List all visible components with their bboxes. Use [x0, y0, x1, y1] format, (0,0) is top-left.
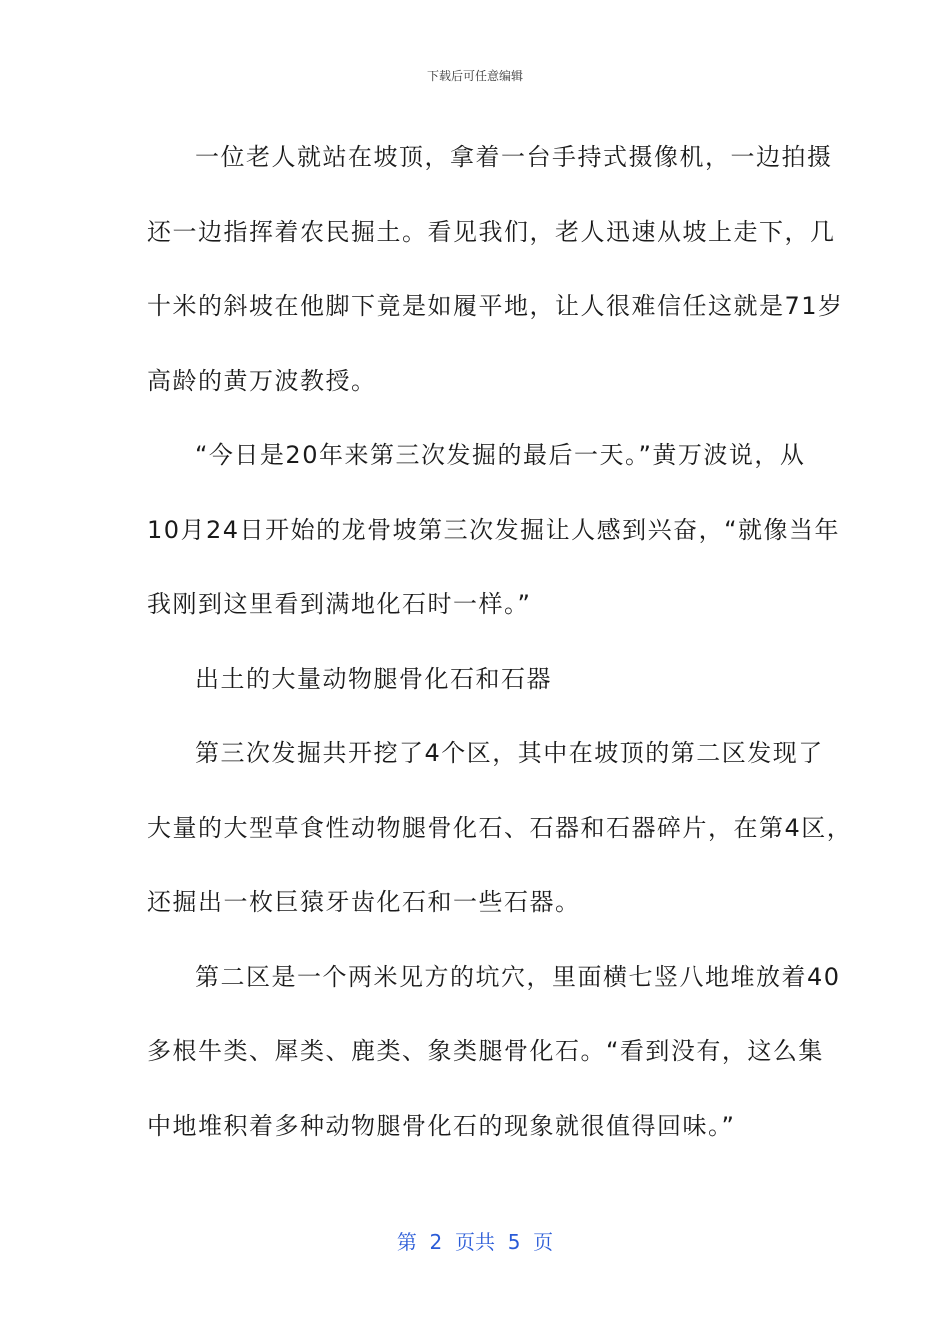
- paragraph-line: 我刚到这里看到满地化石时一样。”: [147, 590, 532, 618]
- page-number-footer: 第 2 页共 5 页: [396, 1230, 554, 1254]
- paragraph-line: 第三次发掘共开挖了4个区，其中在坡顶的第二区发现了: [195, 739, 824, 767]
- header-note: 下载后可任意编辑: [426, 69, 523, 83]
- paragraph-line: 一位老人就站在坡顶，拿着一台手持式摄像机，一边拍摄: [195, 143, 833, 171]
- paragraph-line: 还掘出一枚巨猿牙齿化石和一些石器。: [147, 888, 581, 916]
- paragraph-line: 10月24日开始的龙骨坡第三次发掘让人感到兴奋，“就像当年: [147, 515, 841, 544]
- paragraph-line: 中地堆积着多种动物腿骨化石的现象就很值得回味。”: [147, 1111, 736, 1140]
- paragraph-line: 大量的大型草食性动物腿骨化石、石器和石器碎片，在第4区，: [147, 813, 853, 842]
- paragraph-line: 还一边指挥着农民掘土。看见我们，老人迅速从坡上走下，几: [147, 217, 836, 246]
- paragraph-line: “今日是20年来第三次发掘的最后一天。”黄万波说，从: [195, 441, 806, 469]
- paragraph-line: 多根牛类、犀类、鹿类、象类腿骨化石。“看到没有，这么集: [147, 1037, 824, 1065]
- body-text: [147, 120, 853, 1163]
- paragraph-line: 高龄的黄万波教授。: [147, 366, 377, 395]
- paragraph-line: 第二区是一个两米见方的坑穴，里面横七竖八地堆放着40: [195, 962, 841, 991]
- section-heading: 出土的大量动物腿骨化石和石器: [195, 664, 552, 693]
- paragraph-line: 十米的斜坡在他脚下竟是如履平地，让人很难信任这就是71岁: [147, 292, 844, 320]
